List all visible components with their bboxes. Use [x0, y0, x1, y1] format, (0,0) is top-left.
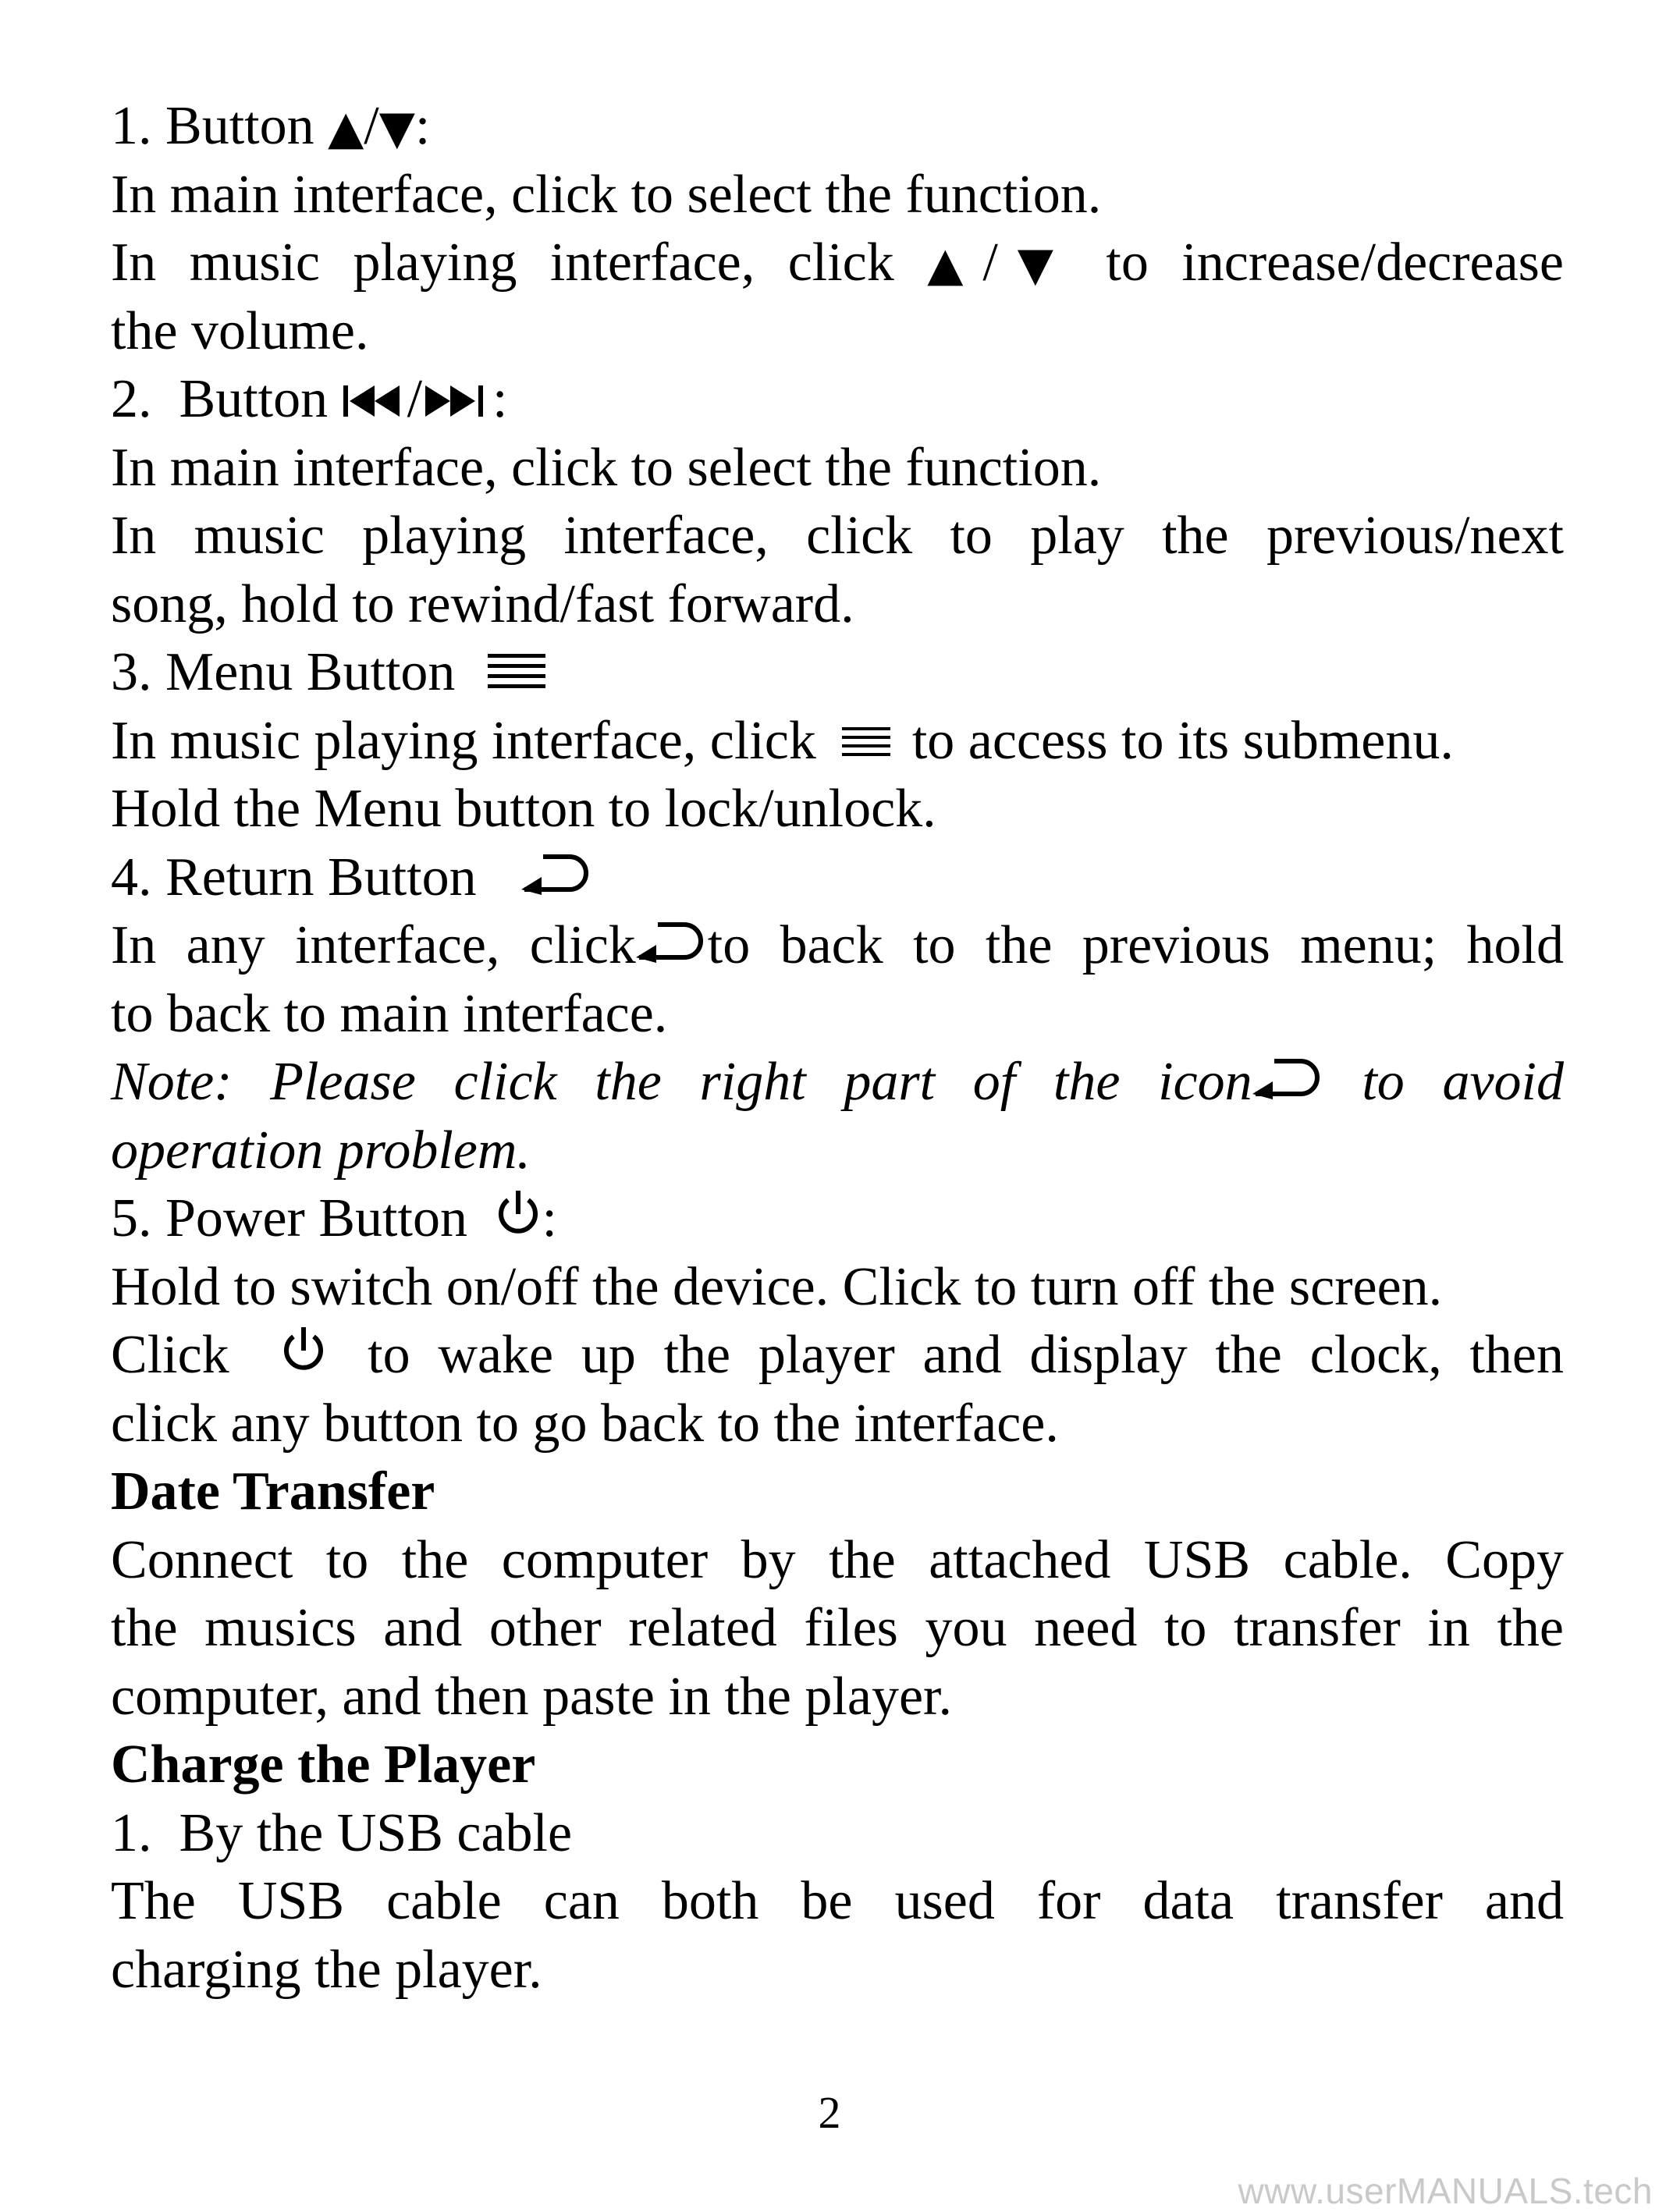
watermark: www.userMANUALS.tech [1238, 2171, 1653, 2211]
line-back-main-interface: to back to main interface. [111, 983, 668, 1044]
line-connect-usb: Connect to the computer by the attached USB cable. Copy [111, 1529, 1564, 1590]
skip-next-icon [422, 385, 492, 417]
return-arrow-icon [636, 919, 708, 963]
line-button-prev-next-heading: 2. Button / : [111, 369, 508, 429]
line-back-previous-menu: In any interface, click to back to the previous menu; hold [111, 915, 1564, 975]
line-access-submenu: In music playing interface, click to access to its submenu. [111, 710, 1454, 771]
manual-page-body [111, 92, 1564, 2004]
line-main-interface-select-2: In main interface, click to select the function. [111, 437, 1102, 498]
power-icon [280, 1326, 327, 1372]
menu-lines-icon [488, 654, 545, 690]
line-return-button-heading: 4. Return Button [111, 843, 1564, 912]
return-arrow-icon [1252, 1056, 1324, 1099]
menu-lines-icon [842, 727, 890, 758]
line-volume-instruction: In music playing interface, click ▲/▼ to increase/decrease [111, 233, 1564, 293]
line-by-usb-cable: 1. By the USB cable [111, 1802, 573, 1863]
heading-charge-player: Charge the Player [111, 1734, 536, 1795]
return-arrow-icon [521, 851, 593, 895]
triangle-up-icon: ▲ [927, 237, 983, 292]
line-usb-data-charging: The USB cable can both be used for data transfer and [111, 1871, 1564, 1931]
line-go-back-interface: click any button to go back to the interface. [111, 1393, 1059, 1454]
skip-previous-icon [342, 385, 407, 417]
page-number: 2 [818, 2087, 841, 2138]
line-previous-next-song: In music playing interface, click to play the previous/next [111, 506, 1564, 566]
line-operation-problem: operation problem. [111, 1120, 531, 1181]
line-power-button-heading: 5. Power Button : [111, 1188, 557, 1248]
triangle-up-icon: ▲ [328, 101, 364, 155]
line-wake-up-player: Click to wake up the player and display the clock, then [111, 1325, 1565, 1385]
triangle-down-icon: ▼ [997, 237, 1073, 292]
line-menu-button-heading: 3. Menu Button [111, 638, 1564, 707]
line-paste-player: computer, and then paste in the player. [111, 1666, 952, 1727]
line-the-volume: the volume. [111, 300, 369, 361]
line-note-click-right-part: Note: Please click the right part of the icon to avoid [111, 1052, 1564, 1112]
line-charging-player: charging the player. [111, 1939, 542, 2000]
power-icon [495, 1189, 542, 1236]
line-rewind-fast-forward: song, hold to rewind/fast forward. [111, 573, 854, 634]
triangle-down-icon: ▼ [378, 101, 415, 155]
line-musics-files: the musics and other related files you need to transfer in the [111, 1598, 1564, 1658]
line-lock-unlock: Hold the Menu button to lock/unlock. [111, 779, 936, 839]
line-main-interface-select: In main interface, click to select the function. [111, 164, 1102, 225]
heading-date-transfer: Date Transfer [111, 1461, 435, 1521]
line-switch-on-off: Hold to switch on/off the device. Click to turn off the screen. [111, 1256, 1443, 1317]
line-button-up-down-heading: 1. Button ▲/▼: [111, 96, 431, 156]
